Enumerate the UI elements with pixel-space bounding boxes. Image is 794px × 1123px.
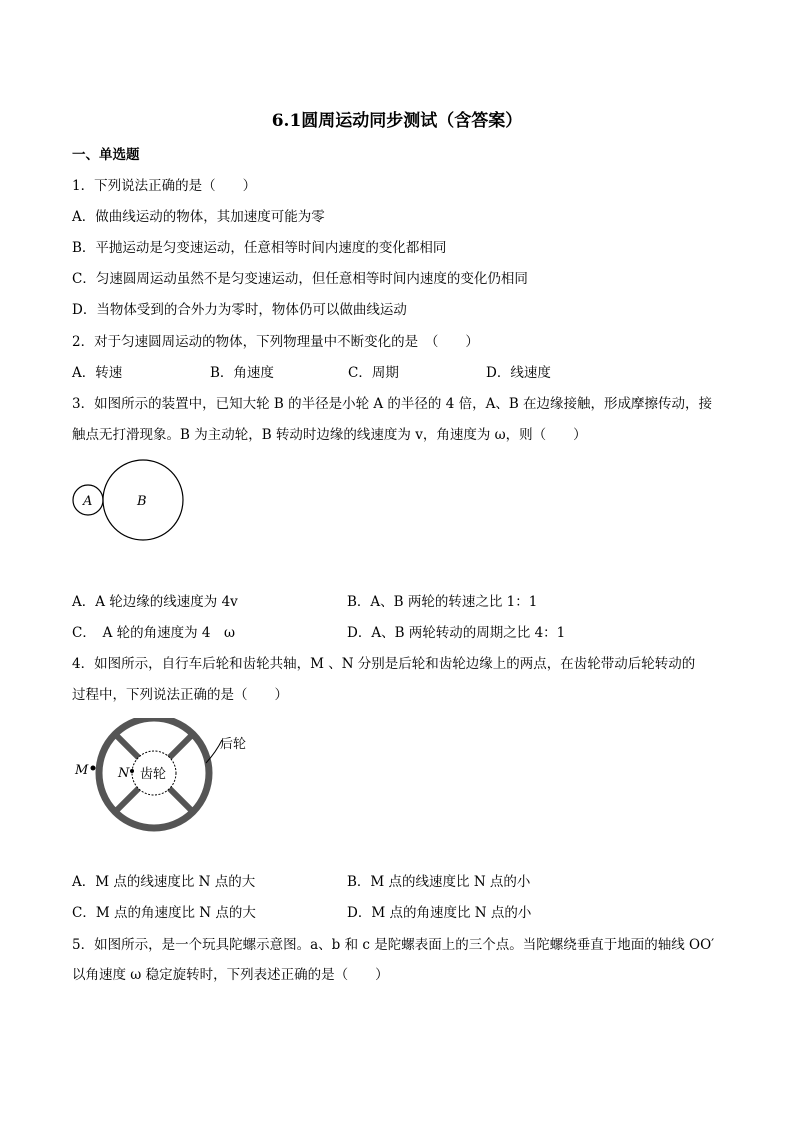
q4-option-d: D．M 点的角速度比 N 点的小 <box>347 905 532 921</box>
q4-figure <box>70 718 270 868</box>
q2-option-a: A．转速 <box>72 365 123 381</box>
q5-stem-line2: 以角速度 ω 稳定旋转时，下列表述正确的是（ ） <box>72 967 389 983</box>
point-m <box>91 766 96 771</box>
q3-option-b: B．A、B 两轮的转速之比 1：1 <box>347 594 538 610</box>
point-m-label: M <box>75 763 89 778</box>
wheel-b-label: B <box>137 494 147 509</box>
q4-option-b: B．M 点的线速度比 N 点的小 <box>347 874 531 890</box>
q3-stem-line2: 触点无打滑现象。B 为主动轮，B 转动时边缘的线速度为 v，角速度为 ω，则（ ） <box>72 427 587 443</box>
q3-option-a: A．A 轮边缘的线速度为 4v <box>72 594 238 610</box>
wheel-a-label: A <box>83 494 93 509</box>
page-title: 6.1圆周运动同步测试（含答案） <box>271 111 523 131</box>
point-n-label: N <box>118 766 130 781</box>
q2-option-c: C．周期 <box>348 365 399 381</box>
section-heading: 一、单选题 <box>72 147 140 163</box>
q2-stem: 2．对于匀速圆周运动的物体，下列物理量中不断变化的是 （ ） <box>72 334 479 350</box>
point-n <box>130 769 134 773</box>
q3-figure <box>70 455 190 545</box>
gear-label: 齿轮 <box>140 767 167 782</box>
q3-option-d: D．A、B 两轮转动的周期之比 4：1 <box>347 625 566 641</box>
q4-stem-line1: 4．如图所示，自行车后轮和齿轮共轴，M 、N 分别是后轮和齿轮边缘上的两点，在齿轮带动后轮转动的 <box>72 656 696 672</box>
q2-option-b: B．角速度 <box>210 365 274 381</box>
q2-option-d: D．线速度 <box>486 365 551 381</box>
q1-option-a: A．做曲线运动的物体，其加速度可能为零 <box>72 209 325 225</box>
q4-stem-line2: 过程中，下列说法正确的是（ ） <box>72 687 288 703</box>
wheel-label: 后轮 <box>220 737 247 752</box>
q4-option-c: C．M 点的角速度比 N 点的大 <box>72 905 256 921</box>
q1-option-c: C．匀速圆周运动虽然不是匀变速运动，但任意相等时间内速度的变化仍相同 <box>72 271 528 287</box>
q2-options <box>72 364 624 382</box>
q1-option-d: D．当物体受到的合外力为零时，物体仍可以做曲线运动 <box>72 302 407 318</box>
q4-option-a: A．M 点的线速度比 N 点的大 <box>72 874 256 890</box>
q1-option-b: B．平抛运动是匀变速运动，任意相等时间内速度的变化都相同 <box>72 240 447 256</box>
q3-stem-line1: 3．如图所示的装置中，已知大轮 B 的半径是小轮 A 的半径的 4 倍，A、B 在边缘接触，形成摩擦传动，接 <box>72 396 713 412</box>
q1-stem: 1．下列说法正确的是（ ） <box>72 178 257 194</box>
q3-option-c: C． A 轮的角速度为 4 ω <box>72 625 236 641</box>
q5-stem-line1: 5．如图所示，是一个玩具陀螺示意图。a、b 和 c 是陀螺表面上的三个点。当陀螺绕垂直于地面的轴线 OO′ <box>72 937 715 953</box>
